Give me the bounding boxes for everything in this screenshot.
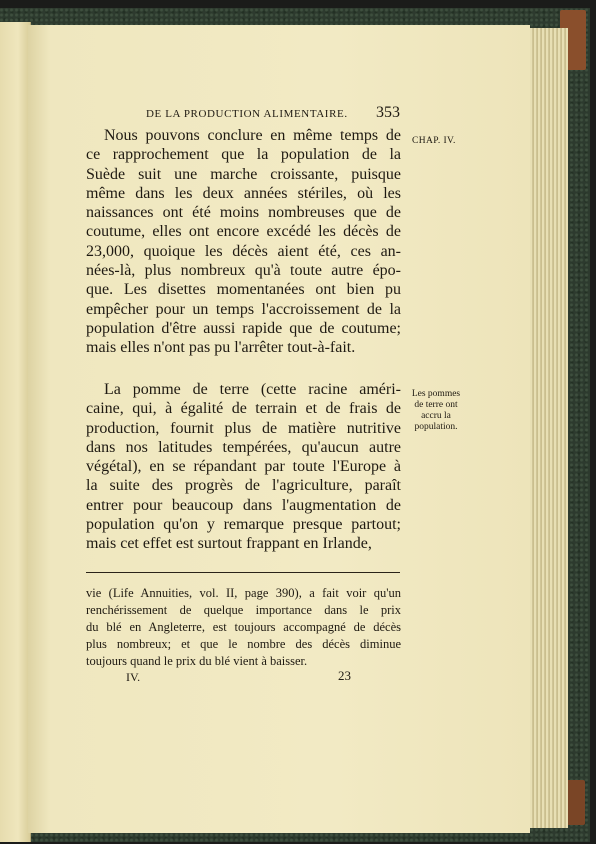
side-note-line: population.: [414, 422, 458, 432]
footnote-line: toujours quand le prix du blé vient à baisser.: [86, 654, 308, 668]
side-note-line: de terre ont: [414, 400, 458, 410]
facing-page-edge: [0, 22, 31, 842]
text-line: ce rapprochement que la population de la: [86, 146, 401, 164]
side-note-line: Les pommes: [411, 389, 461, 399]
text-line: population d'être aussi rapide que de coutume;: [86, 319, 401, 337]
text-line: production, fournit plus de matière nutritive: [86, 419, 401, 437]
text-line: même dans les deux années stériles, où les: [86, 184, 401, 202]
side-note: [404, 389, 468, 433]
text-line: population qu'on y remarque presque partout;: [86, 516, 401, 534]
paragraph-2: [86, 380, 401, 554]
footnote-line: renchérissement de quelque importance dans le prix: [86, 603, 401, 617]
text-line: naissances ont été moins nombreuses que de: [86, 204, 401, 222]
sheet-signature: 23: [338, 668, 351, 683]
text-line: mais elles n'ont pas pu l'arrêter tout-à-fait.: [86, 339, 356, 357]
text-line: mais cet effet est surtout frappant en Irlande,: [86, 535, 372, 553]
cover-corner-leather: [565, 780, 585, 825]
text-line: caine, qui, à égalité de terrain et de frais de: [86, 400, 401, 418]
text-line: la suite des progrès de l'agriculture, paraît: [86, 477, 401, 495]
text-line: 23,000, quoique les décès aient été, ces an-: [86, 242, 401, 260]
footnote-rule: [86, 572, 400, 573]
side-note-line: accru la: [421, 411, 451, 421]
page-number: 353: [376, 104, 400, 121]
text-line: dans nos latitudes tempérées, qu'aucun autre: [86, 438, 401, 456]
text-line: nées-là, plus nombreux qu'à toute autre épo-: [86, 262, 401, 280]
footnote-line: vie (Life Annuities, vol. II, page 390), a fait voir qu'un: [86, 586, 401, 600]
text-line: Suède suit une marche croissante, puisque: [86, 165, 401, 183]
chapter-marker: CHAP. IV.: [412, 136, 456, 146]
text-line: La pomme de terre (cette racine améri-: [104, 381, 401, 398]
text-line: entrer pour beaucoup dans l'augmentation de: [86, 496, 401, 514]
footnote: [86, 585, 401, 670]
volume-signature: IV.: [126, 670, 141, 684]
text-line: végétal), en se répandant par toute l'Europe à: [86, 458, 401, 476]
footnote-line: plus nombreux; et que le nombre des décès diminue: [86, 637, 401, 651]
text-line: que. Les disettes momentanées ont bien pu: [86, 281, 401, 299]
text-line: empêcher pour un temps l'accroissement de la: [86, 300, 401, 318]
text-line: Nous pouvons conclure en même temps de: [104, 127, 401, 144]
paragraph-1: [86, 126, 401, 358]
text-line: coutume, elles ont encore excédé les décès de: [86, 223, 401, 241]
footnote-line: du blé en Angleterre, est toujours accompagné de décès: [86, 620, 401, 634]
running-title: DE LA PRODUCTION ALIMENTAIRE.: [146, 108, 348, 120]
